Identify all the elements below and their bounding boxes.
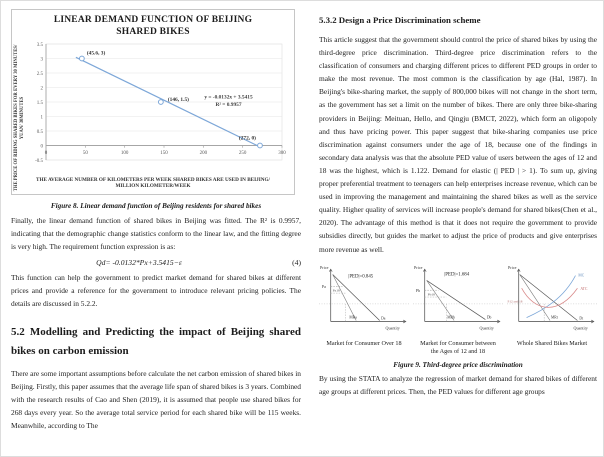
atc-label: ATC [580, 286, 588, 291]
marginal-revenue-curve [333, 274, 356, 320]
quantity-axis-label: Quantity [479, 324, 494, 330]
y-tick-label: 0.5 [36, 129, 43, 135]
price-b18-label: Pb18 [427, 292, 435, 297]
left-paragraph-3: There are some important assumptions before calculate the net carbon emission of shared bikes in Beijing. Firstly, this paper assumes that the average life span of shared bikes is 3 years. Combined with the research results of Cao and Shen (2019), it is assumed that people use shared bikes for 268 days every year. So the average total service period for each shared bike will be 115 weeks. Meanwhile, according to The [11, 368, 301, 430]
diagram-12to18-svg [413, 264, 503, 334]
price-a18-label: Pa18 [332, 288, 340, 293]
data-point [258, 143, 263, 148]
mr-label: MRa [349, 315, 357, 320]
x-tick-label: 300 [278, 151, 286, 156]
y-tick-label: 2 [40, 86, 43, 92]
diagram-12to18-caption-line2: the Ages of 12 and 18 [430, 348, 486, 356]
figure9-diagram-whole-market [507, 264, 597, 356]
ped-value-label: |PED|=0.845 [348, 274, 374, 280]
chart-title: LINEAR DEMAND FUNCTION OF BEIJING SHARED BIKES [53, 15, 253, 37]
figure9-caption: Figure 9. Third-degree price discrimination [393, 360, 523, 369]
price-axis-label: Price [413, 264, 423, 270]
figure8-caption: Figure 8. Linear demand function of Beijing residents for shared bikes [50, 202, 262, 210]
demand-curve [333, 274, 380, 320]
quantity-axis-label: Quantity [573, 324, 588, 330]
quantity-axis-label: Quantity [385, 324, 400, 330]
page-left [11, 9, 301, 432]
price-12and18-label: P12 and 18 [507, 299, 523, 304]
y-tick-label: 1 [40, 115, 43, 121]
y-tick-label: 1.5 [36, 100, 43, 106]
x-tick-label: 0 [44, 151, 48, 156]
figure9-diagram-12to18 [413, 264, 503, 356]
demand-label: Db [486, 315, 492, 320]
price-b-label: Pb [415, 288, 421, 293]
y-tick-label: 3.5 [36, 42, 43, 48]
data-point-label: (272, 0) [238, 135, 256, 142]
diagram-whole-market-caption: Whole Shared Bikes Market [516, 339, 588, 347]
price-axis-label: Price [319, 264, 329, 270]
data-point [158, 100, 163, 105]
diagram-over18-svg [319, 264, 409, 334]
equation-number: (4) [292, 258, 301, 268]
equation-row [11, 258, 301, 267]
price-axis-label: Price [507, 264, 517, 270]
price-a-label: Pa [321, 284, 326, 289]
x-tick-label: 100 [120, 151, 129, 156]
chart-y-axis-label: THE PRICE OF RIDING SHARED BIKES FOR EVERY 30 MINUTES/ YUAN/ 30MINUTES [14, 44, 25, 192]
figure9-diagrams [319, 264, 597, 356]
diagram-whole-market-svg [507, 264, 597, 334]
y-tick-label: 3 [40, 57, 43, 63]
x-tick-label: 200 [199, 151, 208, 156]
chart-x-axis-label: THE AVERAGE NUMBER OF KILOMETERS PER WEEK SHARED BIKES ARE USED IN BEIJING/ MILLION KILOMETER/WEEK [36, 176, 270, 190]
diagram-12to18-caption-line1: Market for Consumer between [420, 339, 496, 347]
data-point [79, 56, 84, 61]
right-paragraph-2: By using the STATA to analyze the regression of market demand for shared bikes of different age groups at different prices. Then, the PED values for different age groups [319, 373, 597, 396]
chart-plot-area [20, 38, 288, 181]
demand-label: Da [381, 316, 386, 321]
trendline-equation: y = -0.0132x + 3.5415 [204, 94, 253, 101]
heading-5-2: 5.2 Modelling and Predicting the impact of Beijing shared bikes on carbon emission [11, 325, 301, 357]
figure9-diagram-over18 [319, 264, 409, 356]
diagram-over18-caption: Market for Consumer Over 18 [326, 339, 402, 347]
x-tick-label: 50 [82, 151, 88, 156]
x-tick-label: 250 [238, 151, 247, 156]
page-right [319, 15, 597, 398]
data-point-label: (146, 1.5) [167, 97, 189, 103]
left-paragraph-2: This function can help the government to predict market demand for shared bikes at different prices and provide a reference for the government to introduce relevant pricing policies. The details are discussed in 5.2.2. [11, 273, 301, 309]
ped-value-label: |PED|=1.684 [444, 272, 470, 278]
chart-svg [20, 38, 288, 176]
mr-label: MRb [447, 315, 455, 320]
demand-label: Dt [579, 316, 584, 321]
equation-4: Qd= -0.0132*Px+3.5415−ε [96, 258, 182, 268]
x-tick-label: 150 [160, 151, 168, 156]
trendline-r-squared: R² = 0.9957 [215, 102, 242, 109]
y-tick-label: -0.5 [35, 158, 43, 164]
mc-label: MC [578, 273, 585, 278]
demand-curve [427, 280, 486, 319]
heading-5-3-2: 5.3.2 Design a Price Discrimination scheme [319, 15, 481, 25]
mr-label: MRt [551, 315, 558, 320]
y-tick-label: 0 [40, 144, 43, 150]
figure8-chart [11, 9, 295, 195]
left-paragraph-1: Finally, the linear demand function of shared bikes in Beijing was fitted. The R² is 0.9957, indicating that the demographic change statistics conform to the linear law, and the fitting degree is very high. The requirement function expression is as: [11, 216, 301, 252]
right-paragraph-1: This article suggest that the government should control the price of shared bikes by using the third-degree price discrimination. Third-degree price discrimination refers to the classification of consumers and charging different prices to different PED groups in order to make the most revenue. The most common is the classification by age (Hal, 1987). In Beijing's bike-sharing market, the supply of 800,000 bikes will not change in the short term, as the government has set a limit on the number of bikes. There are only three bike-sharing providers in Beijing: Meituan, Hello, and Qingju (BMCT, 2022), which form an oligopoly and thus have pricing power. This paper suggest that bike-sharing companies use price discrimination against consumers under the age of 18, because one of the findings in secondary data analysis was that the absolute PED value of users between the ages of 12 and 18 was the highest, which is 1.122. Demand for elastic (| PED | > 1). To sum up, giving proper preferential treatment to teenagers can help enterprises increase revenue, which can be used in improving the management and maintaining the shared bikes as well as the service quality. Higher quality of services will increase people's demand for shared bikes(Chen et al., 2020). The advantage of this method is that it does not require the government to provide subsidies directly, but guides the market to adjust the price of products and give enterprises more revenue as well. [319, 35, 597, 254]
data-point-label: (45.6, 3) [86, 50, 106, 57]
marginal-revenue-curve [427, 280, 454, 320]
y-tick-label: 2.5 [36, 71, 43, 77]
